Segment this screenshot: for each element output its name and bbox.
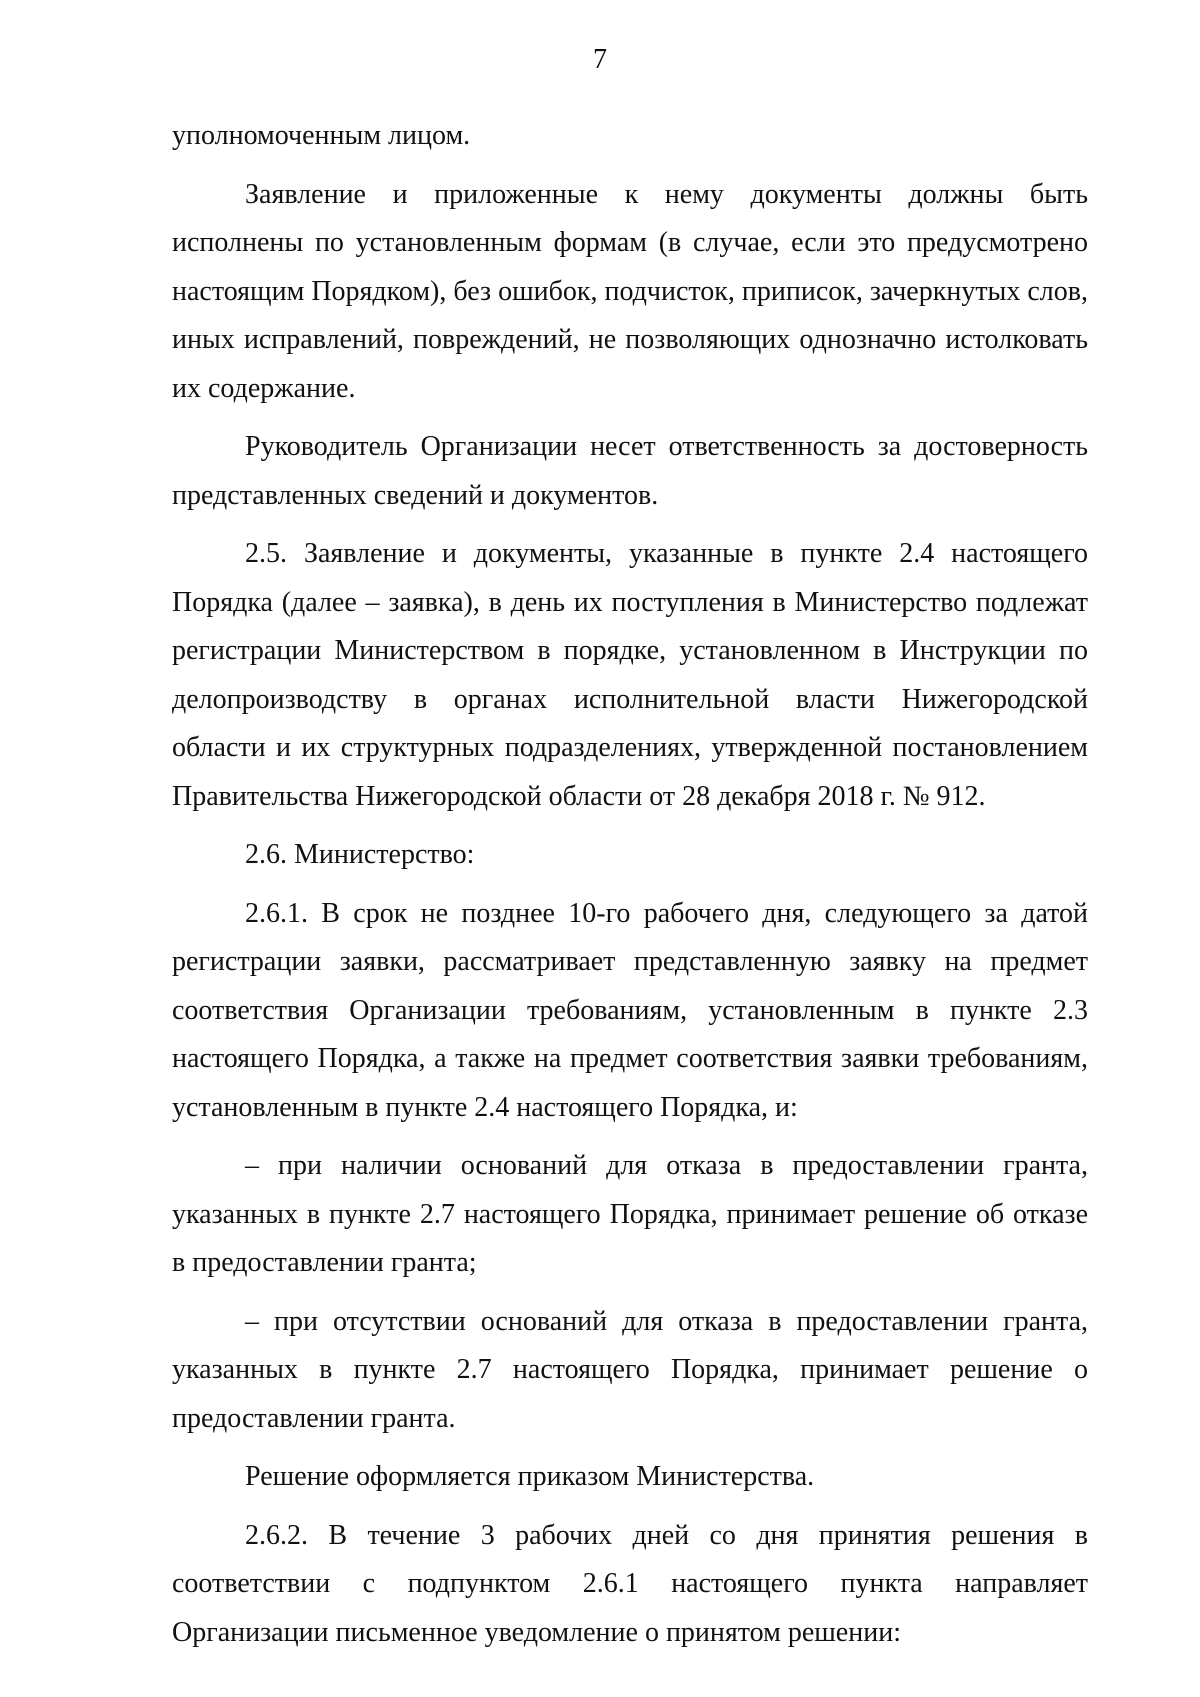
paragraph-application-requirements: Заявление и приложенные к нему документы должны быть исполнены по установленным формам (в случае, если это предусмотрено настоящим Порядком), без ошибок, подчисток, приписок, зачеркнутых слов, иных исправлений, повреждений, не позволяющих однозначно истолковать их содержание. bbox=[172, 178, 1088, 404]
paragraph-2-5: 2.5. Заявление и документы, указанные в пункте 2.4 настоящего Порядка (далее – заявка), в день их поступления в Министерство подлежат регистрации Министерством в порядке, установленном в Инструкции по делопроизводству в органах исполнительной власти Нижегородской области и их структурных подразделениях, утвержденной постановлением Правительства Нижегородской области от 28 декабря 2018 г. № 912. bbox=[172, 538, 1088, 812]
list-item-grant: – при отсутствии оснований для отказа в предоставлении гранта, указанных в пункте 2.7 настоящего Порядка, принимает решение о предоставлении гранта. bbox=[172, 1305, 1088, 1434]
list-item-refusal: – при наличии оснований для отказа в предоставлении гранта, указанных в пункте 2.7 настоящего Порядка, принимает решение об отказе в предоставлении гранта; bbox=[172, 1150, 1088, 1278]
paragraph-2-6-2: 2.6.2. В течение 3 рабочих дней со дня принятия решения в соответствии с подпунктом 2.6.1 настоящего пункта направляет Организации письменное уведомление о принятом решении: bbox=[172, 1519, 1088, 1648]
paragraph-head-responsibility: Руководитель Организации несет ответственность за достоверность представленных сведений и документов. bbox=[172, 431, 1088, 511]
paragraph-2-6: 2.6. Министерство: bbox=[245, 839, 475, 870]
page-number: 7 bbox=[593, 44, 607, 75]
paragraph-2-6-1: 2.6.1. В срок не позднее 10-го рабочего дня, следующего за датой регистрации заявки, рассматривает представленную заявку на предмет соответствия Организации требованиям, установленным в пункте 2.3 настоящего Порядка, а также на предмет соответствия заявки требованиям, установленным в пункте 2.4 настоящего Порядка, и: bbox=[172, 897, 1088, 1123]
paragraph-decision-order: Решение оформляется приказом Министерства. bbox=[245, 1461, 815, 1492]
document-body bbox=[172, 112, 1088, 1667]
paragraph-continuation: уполномоченным лицом. bbox=[172, 120, 471, 151]
